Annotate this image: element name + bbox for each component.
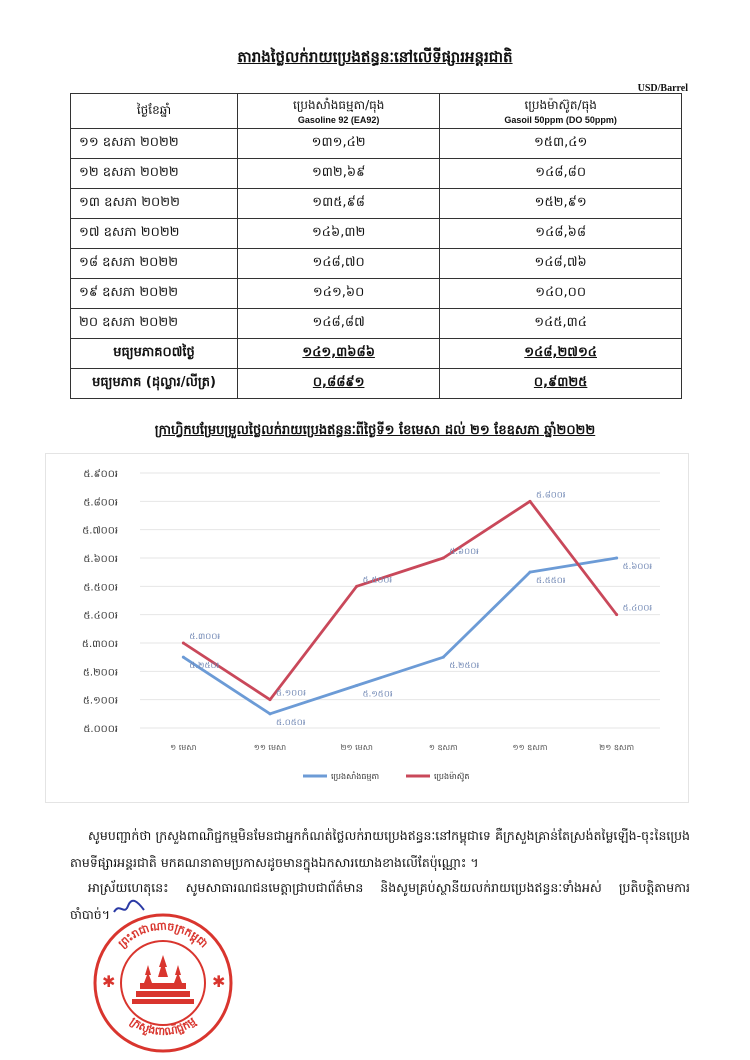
x-tick-label: ១ ឧសភា — [428, 743, 458, 752]
cell-date: ១១ ឧសភា ២០២២ — [71, 129, 238, 159]
paragraph-instruction: អាស្រ័យហេតុនេះ សូមសាធារណជនមេត្តាជ្រាបជាព័ត៌មាន និងសូមគ្រប់ស្ថានីយលក់រាយប្រេងឥន្ធនៈទាំងអស់ ប្រតិបត្តិតាមការចាំបាច់។ — [70, 880, 690, 922]
cell-date: ១៧ ឧសភា ២០២២ — [71, 219, 238, 249]
table-row — [71, 309, 682, 339]
cell-gasoil: ១៤៨,៦៨ — [440, 219, 682, 249]
unit-label: USD/Barrel — [637, 83, 688, 94]
data-label: ៥.២៥០៛ — [189, 661, 220, 672]
seal-top-text: ព្រះរាជាណាចក្រកម្ពុជា — [115, 919, 211, 951]
average-liter-label: មធ្យមភាគ (ដុល្លារ/លីត្រ) — [71, 369, 238, 399]
price-line-chart — [45, 453, 689, 803]
header-gasoline-main: ប្រេងសាំងធម្មតា/ធុង — [292, 98, 385, 112]
data-label: ៥.៣០០៛ — [189, 632, 221, 642]
data-point — [529, 571, 532, 574]
signature-mark — [112, 898, 146, 918]
cell-gasoil: ១៤៨,៧៦ — [440, 249, 682, 279]
cell-gasoline: ១៤៨,៧០ — [238, 249, 440, 279]
x-tick-label: ១ មេសា — [170, 743, 197, 752]
average-week-gasoline: ១៤១,៣៦៨៦ — [238, 339, 440, 369]
table-header-row — [71, 94, 682, 129]
x-tick-label: ១១ ឧសភា — [512, 743, 548, 752]
cell-date: ១២ ឧសភា ២០២២ — [71, 159, 238, 189]
data-point — [615, 613, 618, 616]
data-label: ៥.២៥០៛ — [449, 661, 480, 672]
header-gasoil — [440, 94, 682, 129]
table-row — [71, 189, 682, 219]
data-point — [615, 557, 618, 560]
cell-date: ២០ ឧសភា ២០២២ — [71, 309, 238, 339]
data-point — [269, 712, 272, 715]
cell-date: ១៣ ឧសភា ២០២២ — [71, 189, 238, 219]
average-liter-gasoil: ០,៩៣២៥ — [440, 369, 682, 399]
y-tick-label: ៥.៥០០៛ — [83, 582, 118, 594]
legend-label: ប្រេងសាំងធម្មតា — [331, 772, 380, 781]
table-row — [71, 219, 682, 249]
data-point — [442, 557, 445, 560]
cell-gasoil: ១៤៥,៣៤ — [440, 309, 682, 339]
cell-gasoline: ១៣១,៤២ — [238, 129, 440, 159]
data-label: ៥.៦០០៛ — [449, 547, 479, 557]
angkor-temple-icon — [132, 955, 194, 1004]
data-label: ៥.៤០០៛ — [622, 603, 653, 614]
y-tick-label: ៥.២០០៛ — [82, 667, 118, 679]
average-week-gasoil: ១៤៨,២៧១៤ — [440, 339, 682, 369]
data-point — [529, 500, 532, 503]
cell-gasoline: ១៤៨,៨៧ — [238, 309, 440, 339]
cell-gasoline: ១៤៦,៣២ — [238, 219, 440, 249]
x-tick-label: ២១ មេសា — [340, 743, 373, 752]
y-tick-label: ៥.០០០៛ — [83, 724, 118, 735]
cell-gasoline: ១៣៥,៩៨ — [238, 189, 440, 219]
average-liter-row — [71, 369, 682, 399]
table-row — [71, 129, 682, 159]
y-tick-label: ៥.៧០០៛ — [82, 525, 118, 537]
cell-gasoil: ១៥២,៩១ — [440, 189, 682, 219]
x-tick-label: ២១ ឧសភា — [599, 743, 635, 752]
y-tick-label: ៥.១០០៛ — [82, 695, 118, 707]
y-tick-label: ៥.៤០០៛ — [83, 610, 118, 622]
chart-title: ក្រាហ្វិកបម្រែបម្រួលថ្លៃលក់រាយប្រេងឥន្ធនៈពីថ្ងៃទី១ ខែមេសា ដល់ ២១ ខែឧសភា ឆ្នាំ២០២២ — [154, 423, 596, 438]
data-label: ៥.៥៥០៛ — [536, 576, 566, 587]
y-tick-label: ៥.៦០០៛ — [83, 554, 118, 565]
header-gasoil-sub: Gasoil 50ppm (DO 50ppm) — [504, 115, 617, 125]
header-date: ថ្ងៃខែឆ្នាំ — [71, 94, 238, 129]
cell-date: ១៨ ឧសភា ២០២២ — [71, 249, 238, 279]
data-label: ៥.៦០០៛ — [622, 562, 653, 572]
x-tick-label: ១១ មេសា — [253, 743, 287, 752]
cell-date: ១៩ ឧសភា ២០២២ — [71, 279, 238, 309]
data-label: ៥.៥០០៛ — [362, 575, 393, 586]
average-liter-gasoline: ០,៨៨៩១ — [238, 369, 440, 399]
cell-gasoil: ១៥៣,៤១ — [440, 129, 682, 159]
table-row — [71, 279, 682, 309]
seal-star-right-icon: ✱ — [212, 972, 226, 991]
data-point — [182, 642, 185, 645]
table-row — [71, 159, 682, 189]
data-label: ៥.១៥០៛ — [362, 689, 393, 700]
data-label: ៥.១០០៛ — [276, 688, 306, 699]
cell-gasoil: ១៤៨,៨០ — [440, 159, 682, 189]
document-title: តារាងថ្លៃលក់រាយប្រេងឥន្ធនៈនៅលើទីផ្សារអន្តរជាតិ — [237, 48, 513, 66]
average-week-label: មធ្យមភាគ០៧ថ្ងៃ — [71, 339, 238, 369]
y-tick-label: ៥.៣០០៛ — [81, 639, 118, 650]
legend-label: ប្រេងម៉ាស៊ូត — [434, 772, 470, 781]
seal-bottom-text: ក្រសួងពាណិជ្ជកម្ម — [127, 1014, 199, 1039]
cell-gasoline: ១៣២,៦៩ — [238, 159, 440, 189]
seal-star-left-icon: ✱ — [102, 972, 116, 991]
cell-gasoil: ១៤០,០០ — [440, 279, 682, 309]
data-point — [355, 684, 358, 687]
data-label: ៥.០៥០៛ — [276, 717, 306, 728]
price-table — [70, 93, 682, 399]
data-point — [269, 698, 272, 701]
y-tick-label: ៥.៨០០៛ — [83, 497, 118, 509]
header-gasoline — [238, 94, 440, 129]
data-label: ៥.៨០០៛ — [536, 490, 566, 501]
header-gasoline-sub: Gasoline 92 (EA92) — [297, 115, 380, 125]
header-gasoil-main: ប្រេងម៉ាស៊ូត/ធុង — [524, 98, 597, 112]
cell-gasoline: ១៤១,៦០ — [238, 279, 440, 309]
data-point — [442, 656, 445, 659]
average-week-row — [71, 339, 682, 369]
y-tick-label: ៥.៩០០៛ — [83, 469, 118, 480]
ministry-seal — [88, 905, 238, 1055]
table-row — [71, 249, 682, 279]
data-point — [182, 656, 185, 659]
paragraph-notice: សូមបញ្ជាក់ថា ក្រសួងពាណិជ្ជកម្មមិនមែនជាអ្នកកំណត់ថ្លៃលក់រាយប្រេងឥន្ធនៈនៅកម្ពុជាទេ គឺក្រសួងគ្រាន់តែស្រង់តម្លៃឡើង-ចុះនៃប្រេងតាមទីផ្សារអន្តរជាតិ មកគណនាតាមប្រកាសដូចមានក្នុងឯកសារយោងខាងលើតែប៉ុណ្ណោះ ។ — [70, 828, 690, 870]
data-point — [355, 585, 358, 588]
